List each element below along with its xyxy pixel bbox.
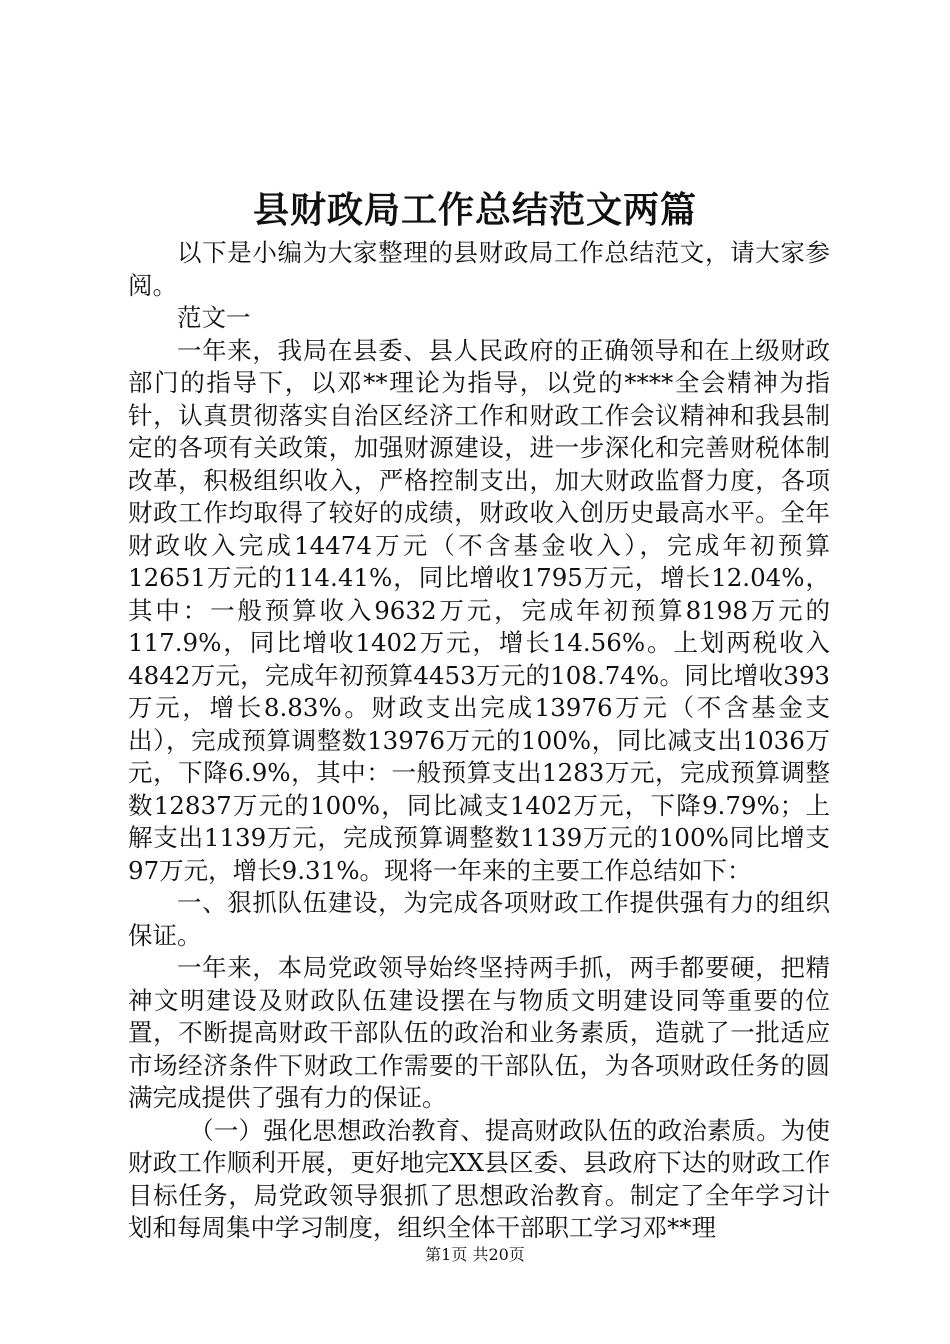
document-title: 县财政局工作总结范文两篇 (252, 189, 697, 231)
body-paragraph: 一年来，我局在县委、县人民政府的正确领导和在上级财政部门的指导下，以邓**理论为指导，以党的****全会精神为指针，认真贯彻落实自治区经济工作和财政工作会议精神和我县制定的各项有关政策，加强财源建设，进一步深化和完善财税体制改革，积极组织收入，严格控制支出，加大财政监督力度，各项财政工作均取得了较好的成绩，财政收入创历史最高水平。全年财政收入完成14474万元（不含基金收入），完成年初预算12651万元的114.41%，同比增收1795万元，增长12.04%，其中：一般预算收入9632万元，完成年初预算8198万元的117.9%，同比增收1402万元，增长14.56%。上划两税收入4842万元，完成年初预算4453万元的108.74%。同比增收393万元，增长8.83%。财政支出完成13976万元（不含基金支出），完成预算调整数13976万元的100%，同比减支出1036万元，下降6.9%，其中：一般预算支出1283万元，完成预算调整数12837万元的100%，同比减支1402万元，下降9.79%；上解支出1139万元，完成预算调整数1139万元的100%同比增支97万元，增长9.31%。现将一年来的主要工作总结如下： (128, 335, 830, 885)
subsection-paragraph: （一）强化思想政治教育、提高财政队伍的政治素质。为使财政工作顺利开展，更好地完XX县区委、县政府下达的财政工作目标任务，局党政领导狠抓了思想政治教育。制定了全年学习计划和每周集中学习制度，组织全体干部职工学习邓**理 (128, 1115, 830, 1242)
intro-paragraph: 以下是小编为大家整理的县财政局工作总结范文，请大家参阅。 (128, 238, 830, 300)
section-heading: 一、狠抓队伍建设，为完成各项财政工作提供强有力的组织保证。 (128, 888, 830, 950)
section-label: 范文一 (177, 303, 251, 332)
document-body (128, 237, 830, 1245)
body-paragraph: 一年来，本局党政领导始终坚持两手抓，两手都要硬，把精神文明建设及财政队伍建设摆在与物质文明建设同等重要的位置，不断提高财政干部队伍的政治和业务素质，造就了一批适应市场经济条件下财政工作需要的干部队伍，为各项财政任务的圆满完成提供了强有力的保证。 (128, 953, 830, 1112)
page-number-footer: 第1页 共20页 (425, 1245, 525, 1264)
